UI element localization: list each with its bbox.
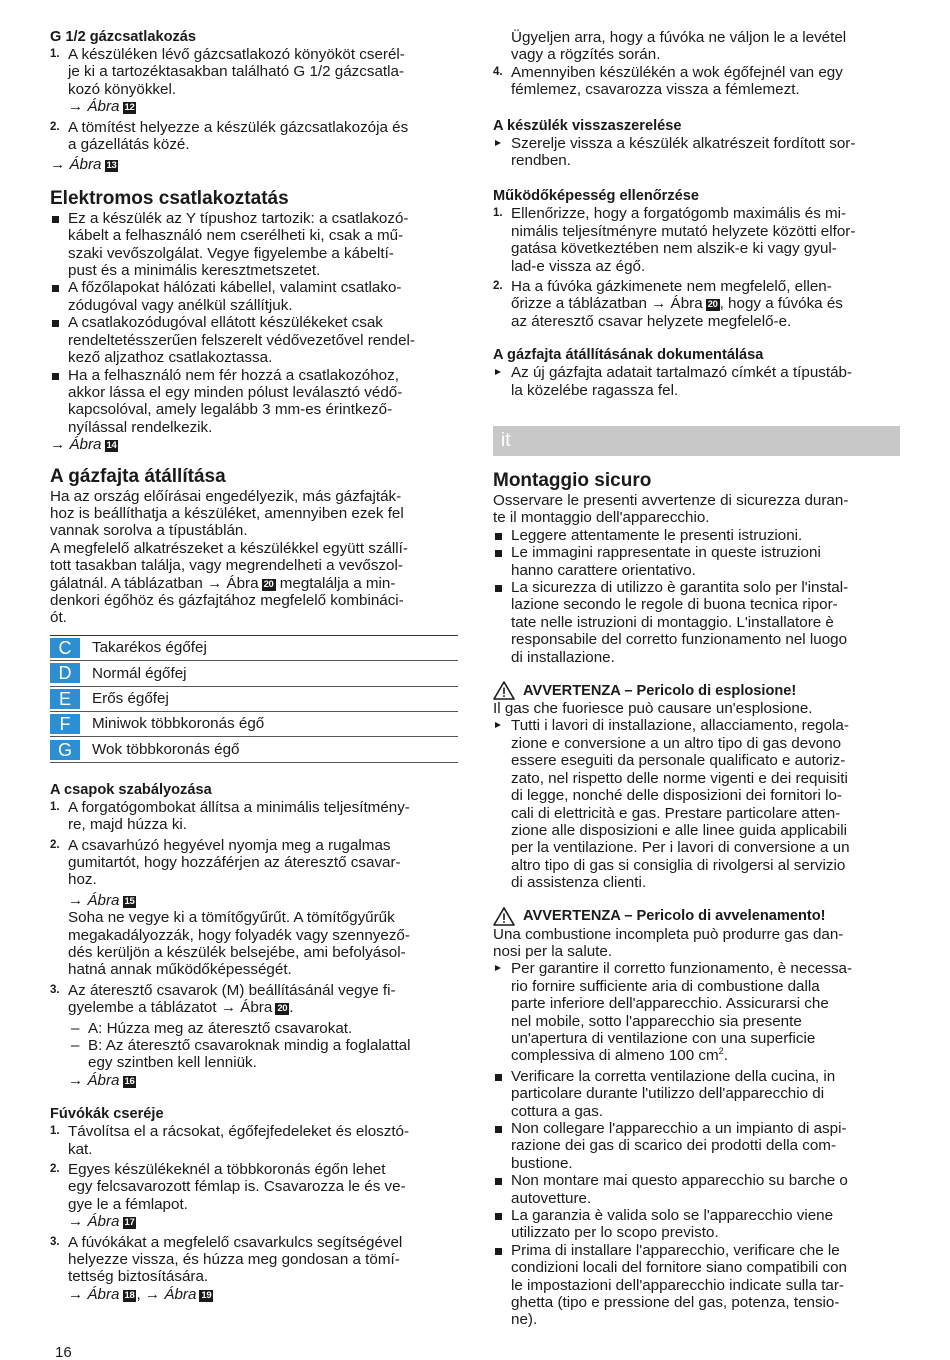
warning-triangle-icon — [493, 681, 515, 700]
warning-title: AVVERTENZA – Pericolo di avvelenamento! — [523, 908, 826, 925]
figure-ref: → Ábra 16 — [68, 1071, 135, 1089]
figure-badge: 17 — [124, 1217, 135, 1229]
figure-badge: 16 — [124, 1075, 135, 1087]
right-column-italian — [493, 470, 900, 1329]
section-dokumentalas — [493, 346, 900, 399]
figure-badge: 14 — [106, 440, 117, 452]
paragraph: Ha az ország előírásai engedélyezik, más gázfajták- hoz is beállíthatja a készüléket, amennyiben ezek fel vannak sorolva a típustáblán. — [50, 487, 404, 540]
figure-ref: → Ábra 18 , → Ábra 19 — [68, 1285, 212, 1303]
section-fuvokak — [50, 1105, 458, 1303]
heading-fuvokak: Fúvókák cseréje — [50, 1106, 164, 1123]
list-item: – B: Az áteresztő csavaroknak mindig a foglalattal egy szintben kell lenniük. — [71, 1037, 411, 1072]
section-gazfajta — [50, 466, 458, 763]
list-item: Non collegare l'apparecchio a un impianto di aspi- razione dei gas di scarico dei prodotti della com- bustione. — [493, 1120, 900, 1172]
page-number: 16 — [55, 1344, 72, 1360]
list-item: Ha a felhasználó nem fér hozzá a csatlakozóhoz, akkor lássa el egy minden pólust leválasztó védő- kapcsolóval, amely legalább 3 mm-es érintkező- nyílással rendelkezik. — [50, 367, 458, 437]
list-item: Per garantire il corretto funzionamento, è necessa- rio fornire sufficiente aria di combustione dalla parte inferiore dell'apparecchio. Assicurarsi che nel mobile, sotto l'apparecchio sia presente un'apertura di ventilazione con una superficie complessiva di almeno 100 $cm^2$. — [493, 960, 900, 1064]
burner-label: Normál égőfej — [92, 664, 187, 682]
step-number: 1. — [50, 48, 60, 60]
step-number: 2. — [50, 120, 60, 133]
right-column — [493, 29, 900, 399]
heading-dokumentalas: A gázfajta átállításának dokumentálása — [493, 347, 764, 364]
list-item: 3. A fúvókákat a megfelelő csavarkulcs segítségével helyezze vissza, és húzza meg gondosan a tömí- tettség biztosítására. → Ábra 18 , → Ábra 19 — [50, 1234, 458, 1304]
burner-letter: G — [50, 740, 80, 760]
list-item: La sicurezza di utilizzo è garantita solo per l'instal- lazione secondo le regole di buona tecnica ripor- tate nelle istruzioni di montaggio. L'installatore è responsabile del corretto funzionamento nel luogo di installazione. — [493, 579, 900, 666]
section-g12 — [50, 28, 458, 174]
list-item: La garanzia è valida solo se l'apparecchio viene utilizzato per lo scopo previsto. — [493, 1207, 900, 1242]
table-row — [50, 737, 458, 762]
list-item: 1. A készüléken lévő gázcsatlakozó könyököt cserél- je ki a tartozéktasakban található G 1/2 gázcsatla- kozó könyökkel. → Ábra 12 — [50, 46, 458, 116]
figure-badge: 20 — [263, 578, 274, 590]
list-item: Non montare mai questo apparecchio su barche o autovetture. — [493, 1172, 900, 1207]
language-band: it — [493, 426, 900, 456]
list-item: A csatlakozódugóval ellátott készülékeket csak rendeltetésszerűen felszerelt védővezetővel rendel- kező aljzathoz csatlakoztassa. — [50, 314, 458, 366]
g12-steps — [50, 46, 458, 153]
list-item: – A: Húzza meg az áteresztő csavarokat. — [71, 1019, 353, 1037]
list-item: 2. A tömítést helyezze a készülék gázcsatlakozója és a gázellátás közé. — [50, 118, 409, 154]
heading-gazfajta: A gázfajta átállítása — [50, 465, 226, 487]
heading-visszaszerelese: A készülék visszaszerelése — [493, 117, 682, 134]
list-item: Verificare la corretta ventilazione della cucina, in particolare durante l'utilizzo dell'apparecchio di cottura a gas. — [493, 1068, 900, 1120]
warning-title: AVVERTENZA – Pericolo di esplosione! — [523, 682, 797, 699]
list-item: 4. Amennyiben készülékén a wok égőfejnél van egy fémlemez, csavarozza vissza a fémlemezt. — [493, 63, 843, 99]
section-warning-explosion — [493, 681, 900, 891]
list-item: Ez a készülék az Y típushoz tartozik: a csatlakozó- kábelt a felhasználó nem cserélheti ki, csak a mű- szaki vevőszolgálat. Vegye figyelembe a kábeltí- pust és a minimális keresztmetszetet. — [50, 210, 458, 280]
figure-badge: 13 — [106, 160, 117, 172]
list-item: 2. Egyes készülékeknél a többkoronás égőn lehet egy felcsavarozott fémlap is. Csavarozza le és ve- gye le a fémlapot. → Ábra 17 — [50, 1161, 458, 1231]
list-item: Szerelje vissza a készülék alkatrészeit fordított sor- rendben. — [493, 135, 900, 170]
list-item: 2. Ha a fúvóka gázkimenete nem megfelelő, ellen- őrizze a táblázatban → Ábra 20 , hogy a fúvóka és az áteresztő csavar helyzete megfelelő-e. — [493, 278, 843, 330]
figure-ref: → Ábra 13 — [50, 156, 117, 174]
table-row — [50, 636, 458, 661]
list-item: 2. A csavarhúzó hegyével nyomja meg a rugalmas gumitartót, hogy hozzáférjen az áteresztő csavar- hoz. → Ábra 15 Soha ne vegye ki a tömítőgyűrűt. A tömítőgyűrűk megakadályozzák, hogy folyadék vagy szennyező- dés kerüljön a készülék belsejébe, ami befolyásol- hatná annak működőképességét. — [50, 837, 458, 979]
burner-label: Erős égőfej — [92, 690, 169, 708]
list-item: 1. Ellenőrizze, hogy a forgatógomb maximális és mi- nimális teljesítményre mutató helyzete közötti elfor- gatása következtében nem alszik-e ki vagy gyul- lad-e vissza az égő. — [493, 205, 856, 275]
figure-badge: 19 — [201, 1289, 212, 1301]
figure-ref: → Ábra 17 — [68, 1213, 135, 1231]
paragraph: Il gas che fuoriesce può causare un'esplosione. — [493, 700, 813, 718]
burner-letter: F — [50, 714, 80, 734]
list-item: Az új gázfajta adatait tartalmazó címkét a típustáb- la közelébe ragassza fel. — [493, 364, 900, 399]
burner-label: Wok többkoronás égő — [92, 740, 240, 758]
table-row — [50, 712, 458, 737]
table-row — [50, 661, 458, 686]
list-item: 1. Távolítsa el a rácsokat, égőfejfedeleket és elosztó- kat. — [50, 1123, 410, 1158]
list-item: Prima di installare l'apparecchio, verificare che le condizioni locali del fornitore siano compatibili con le impostazioni dell'apparecchio indicate sulla tar- ghetta (tipo e pressione del gas, potenza, tensio- ne). — [493, 1242, 900, 1329]
figure-ref: → Ábra 15 — [68, 891, 135, 909]
list-item: 1. A forgatógombokat állítsa a minimális teljesítmény- re, majd húzza ki. — [50, 798, 410, 834]
figure-badge: 12 — [124, 102, 135, 114]
warning-triangle-icon — [493, 907, 515, 926]
figure-badge: 20 — [707, 299, 718, 311]
continued-text: Ügyeljen arra, hogy a fúvóka ne váljon le a levétel vagy a rögzítés során. — [511, 29, 847, 64]
section-montaggio — [493, 470, 900, 666]
figure-ref: → Ábra 14 — [50, 436, 117, 454]
list-item: Le immagini rappresentate in queste istruzioni hanno carattere orientativo. — [493, 544, 900, 579]
left-column — [50, 28, 458, 1303]
burner-letter: C — [50, 638, 80, 658]
heading-mukodokepesseg: Működőképesség ellenőrzése — [493, 188, 700, 205]
list-item: 3. Az áteresztő csavarok (M) beállításánál vegye fi- gyelembe a táblázatot → Ábra 20 . – A: Húzza meg az áteresztő csavarokat. – B: Az áteresztő csavaroknak mindig a foglalattal egy szintben kell lenniük. → Ábra 16 — [50, 982, 458, 1089]
table-row — [50, 687, 458, 712]
heading-montaggio: Montaggio sicuro — [493, 470, 652, 491]
burner-label: Takarékos égőfej — [92, 639, 207, 657]
burner-letter: D — [50, 663, 80, 683]
elektro-bullets — [50, 210, 458, 436]
figure-badge: 18 — [124, 1289, 135, 1301]
paragraph: A megfelelő alkatrészeket a készülékkel együtt szállí- tott tasakban találja, vagy megrendelheti a vevőszol- gálatnál. A táblázatban → Ábra 20 megtalálja a min- denkori égőhöz és gázfajtához megfelelő kombináci- ót. — [50, 539, 408, 627]
list-item: Leggere attentamente le presenti istruzioni. — [493, 527, 900, 544]
paragraph: Una combustione incompleta può produrre gas dan- nosi per la salute. — [493, 925, 844, 960]
figure-badge: 15 — [124, 895, 135, 907]
heading-g12: G 1/2 gázcsatlakozás — [50, 29, 197, 45]
figure-ref: → Ábra 12 — [68, 98, 135, 116]
section-warning-poisoning — [493, 907, 900, 1329]
list-item: A főzőlapokat hálózati kábellel, valamint csatlako- zódugóval vagy anélkül szállítjuk. — [50, 279, 458, 314]
list-item: Tutti i lavori di installazione, allacciamento, regola- zione e conversione a un altro tipo di gas devono essere eseguiti da personale qualificato e autoriz- zato, nel rispetto delle norme vigenti e dei requisiti di legge, nonché delle disposizioni dei fornitori lo- cali di elettricità e gas. Prestare particolare atten- zione alle disposizioni e alle linee guida applicabili per la ventilazione. Per i lavori di conversione a un altro tipo di gas si consiglia di rivolgersi al servizio di assistenza clienti. — [493, 717, 900, 891]
heading-elektromos: Elektromos csatlakoztatás — [50, 187, 289, 209]
section-mukodokepesseg — [493, 187, 900, 330]
paragraph: Osservare le presenti avvertenze di sicurezza duran- te il montaggio dell'apparecchio. — [493, 492, 849, 527]
burner-label: Miniwok többkoronás égő — [92, 715, 265, 733]
section-visszaszerelese — [493, 117, 900, 170]
section-csapok — [50, 781, 458, 1090]
figure-badge: 20 — [277, 1003, 288, 1015]
burner-table — [50, 635, 458, 763]
section-elektromos — [50, 188, 458, 454]
heading-csapok: A csapok szabályozása — [50, 781, 212, 798]
burner-letter: E — [50, 689, 80, 709]
